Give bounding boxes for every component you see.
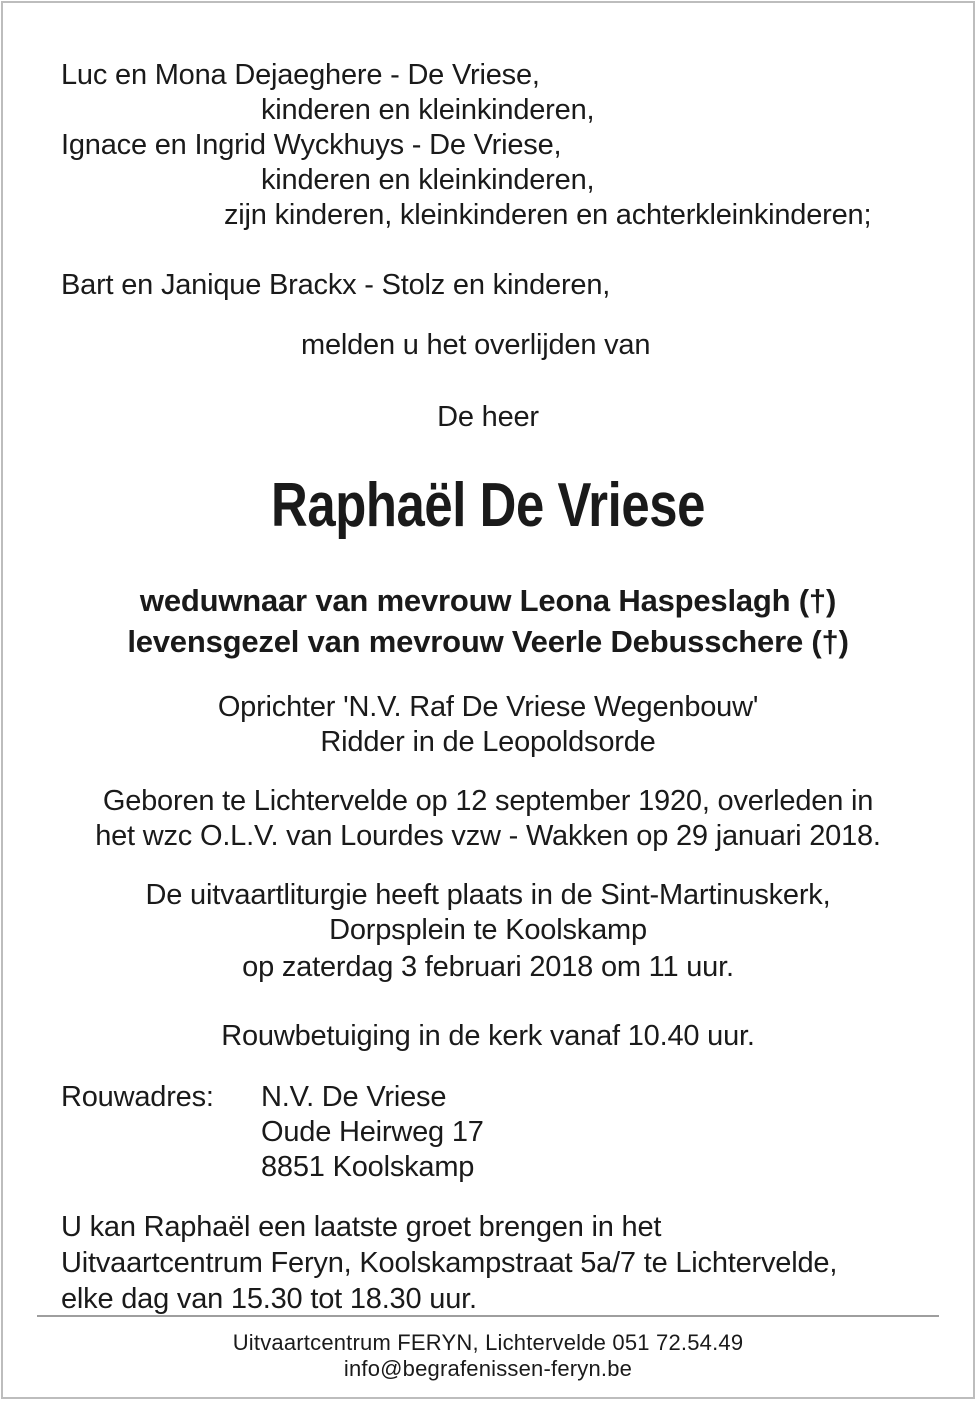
announcement-text: melden u het overlijden van: [301, 329, 651, 361]
visitation-line-2: Uitvaartcentrum Feryn, Koolskampstraat 5a/7 te Lichtervelde,: [61, 1247, 838, 1279]
birth-death-line-2: het wzc O.L.V. van Lourdes vzw - Wakken op 29 januari 2018.: [95, 820, 881, 852]
family-line-4: kinderen en kleinkinderen,: [261, 164, 595, 196]
widower-line: weduwnaar van mevrouw Leona Haspeslagh (†): [139, 583, 837, 618]
funeral-line-2: Dorpsplein te Koolskamp: [329, 914, 647, 946]
visitation-line-3: elke dag van 15.30 tot 18.30 uur.: [61, 1283, 477, 1315]
family-line-3: Ignace en Ingrid Wyckhuys - De Vriese,: [61, 129, 562, 161]
family-line-5: zijn kinderen, kleinkinderen en achterkleinkinderen;: [224, 199, 872, 231]
family-line-6: Bart en Janique Brackx - Stolz en kinderen,: [61, 269, 611, 301]
condolence-text: Rouwbetuiging in de kerk vanaf 10.40 uur.: [221, 1020, 755, 1052]
address-line-1: N.V. De Vriese: [261, 1081, 447, 1113]
family-line-2: kinderen en kleinkinderen,: [261, 94, 595, 126]
visitation-line-1: U kan Raphaël een laatste groet brengen in het: [61, 1211, 662, 1243]
address-line-3: 8851 Koolskamp: [261, 1151, 475, 1183]
funeral-line-1: De uitvaartliturgie heeft plaats in de Sint-Martinuskerk,: [145, 879, 831, 911]
address-line-2: Oude Heirweg 17: [261, 1116, 484, 1148]
obituary-card: [1, 1, 975, 1399]
funeral-home-info: Uitvaartcentrum FERYN, Lichtervelde 051 72.54.49: [232, 1330, 744, 1355]
honorific: De heer: [437, 401, 539, 433]
birth-death-line-1: Geboren te Lichtervelde op 12 september 1920, overleden in: [102, 785, 874, 817]
family-line-1: Luc en Mona Dejaeghere - De Vriese,: [61, 59, 540, 91]
founder-title: Oprichter 'N.V. Raf De Vriese Wegenbouw': [217, 691, 759, 723]
funeral-line-3: op zaterdag 3 februari 2018 om 11 uur.: [242, 951, 734, 983]
order-title: Ridder in de Leopoldsorde: [320, 726, 656, 758]
partner-line: levensgezel van mevrouw Veerle Debusschere (†): [127, 624, 849, 659]
deceased-name: Raphaël De Vriese: [271, 471, 705, 540]
funeral-home-email: info@begrafenissen-feryn.be: [343, 1356, 633, 1381]
address-label: Rouwadres:: [61, 1081, 214, 1113]
footer-divider: [37, 1315, 939, 1317]
